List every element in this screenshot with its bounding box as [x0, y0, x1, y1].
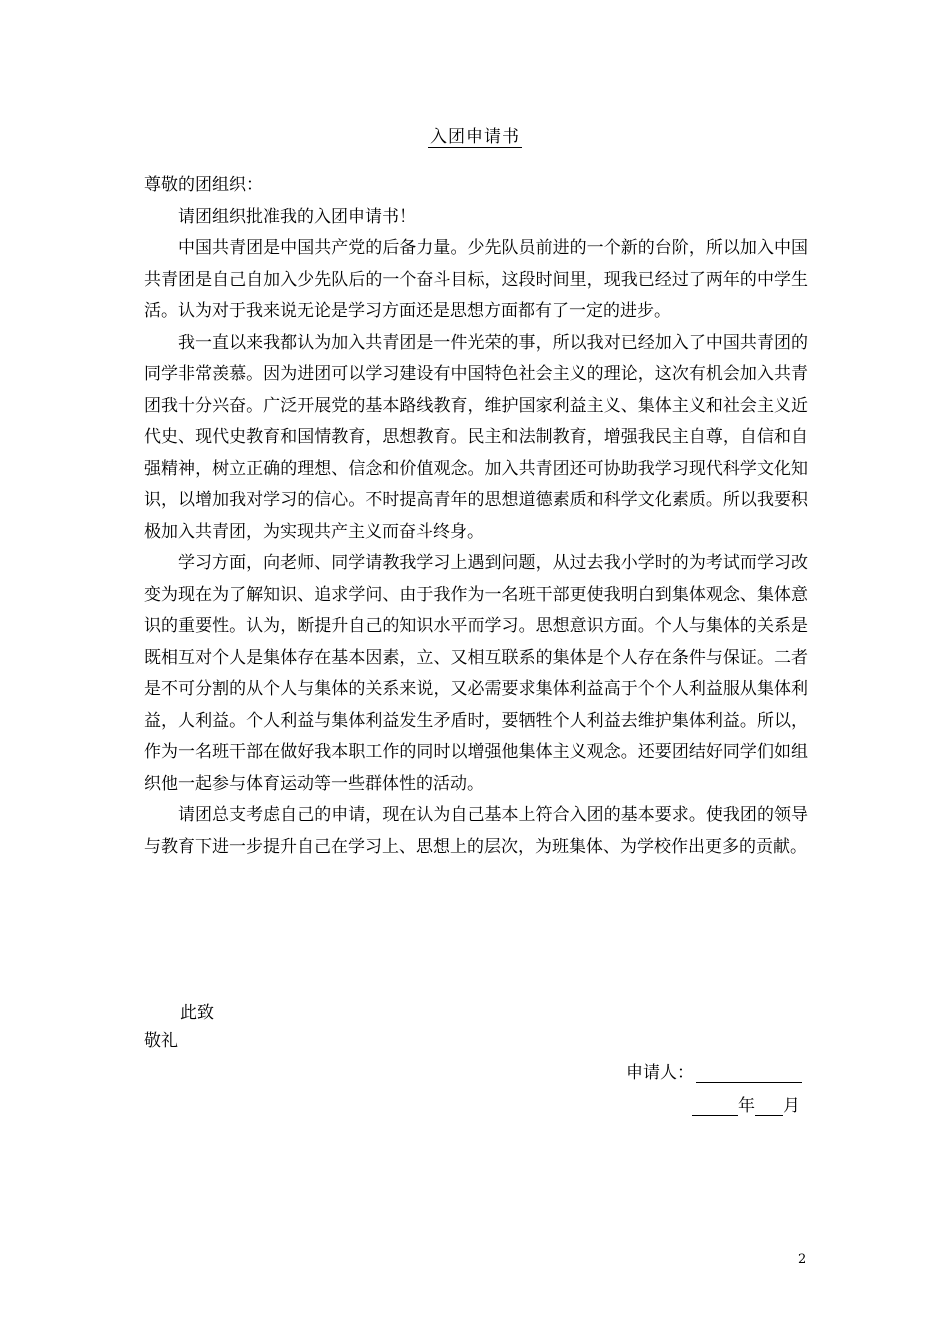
signature-label: 申请人：: [626, 1063, 694, 1083]
paragraph: 请团组织批准我的入团申请书！: [178, 206, 416, 227]
letter-body: [144, 170, 808, 863]
paragraph: 中国共青团是中国共产党的后备力量。少先队员前进的一个新的台阶，所以加入中国共青团是自己自加入少先队后的一个奋斗目标，这段时间里，现我已经过了两年的中学生活。认为对于我来说无论是学习方面还是思想方面都有了一定的进步。: [144, 238, 808, 321]
year-label: 年: [738, 1096, 755, 1116]
date-line: [692, 1091, 800, 1116]
closing-regards: 敬礼: [144, 1031, 178, 1051]
signature-blank: [696, 1062, 802, 1083]
paragraph: 我一直以来我都认为加入共青团是一件光荣的事，所以我对已经加入了中国共青团的同学非常羡慕。因为进团可以学习建设有中国特色社会主义的理论，这次有机会加入共青团我十分兴奋。广泛开展党的基本路线教育，维护国家利益主义、集体主义和社会主义近代史、现代史教育和国情教育，思想教育。民主和法制教育，增强我民主自尊，自信和自强精神，树立正确的理想、信念和价值观念。加入共青团还可协助我学习现代科学文化知识，以增加我对学习的信心。不时提高青年的思想道德素质和科学文化素质。所以我要积极加入共青团，为实现共产主义而奋斗终身。: [144, 332, 808, 542]
year-blank: [692, 1095, 738, 1116]
month-label: 月: [783, 1096, 800, 1116]
month-blank: [755, 1095, 783, 1116]
page-number: 2: [798, 1252, 807, 1267]
signature-line: [626, 1058, 802, 1083]
salutation: 尊敬的团组织：: [144, 175, 263, 195]
closing-greeting: 此致: [180, 1003, 214, 1023]
document-title: 入团申请书: [430, 127, 520, 147]
paragraph: 请团总支考虑自己的申请，现在认为自己基本上符合入团的基本要求。使我团的领导与教育下进一步提升自己在学习上、思想上的层次，为班集体、为学校作出更多的贡献。: [144, 805, 808, 857]
paragraph: 学习方面，向老师、同学请教我学习上遇到问题，从过去我小学时的为考试而学习改变为现在为了解知识、追求学问、由于我作为一名班干部更使我明白到集体观念、集体意识的重要性。认为，断提升自己的知识水平而学习。思想意识方面。个人与集体的关系是既相互对个人是集体存在基本因素，立、又相互联系的集体是个人存在条件与保证。二者是不可分割的从个人与集体的关系来说，又必需要求集体利益高于个个人利益服从集体利益，人利益。个人利益与集体利益发生矛盾时，要牺牲个人利益去维护集体利益。所以，作为一名班干部在做好我本职工作的同时以增强他集体主义观念。还要团结好同学们如组织他一起参与体育运动等一些群体性的活动。: [144, 553, 808, 794]
